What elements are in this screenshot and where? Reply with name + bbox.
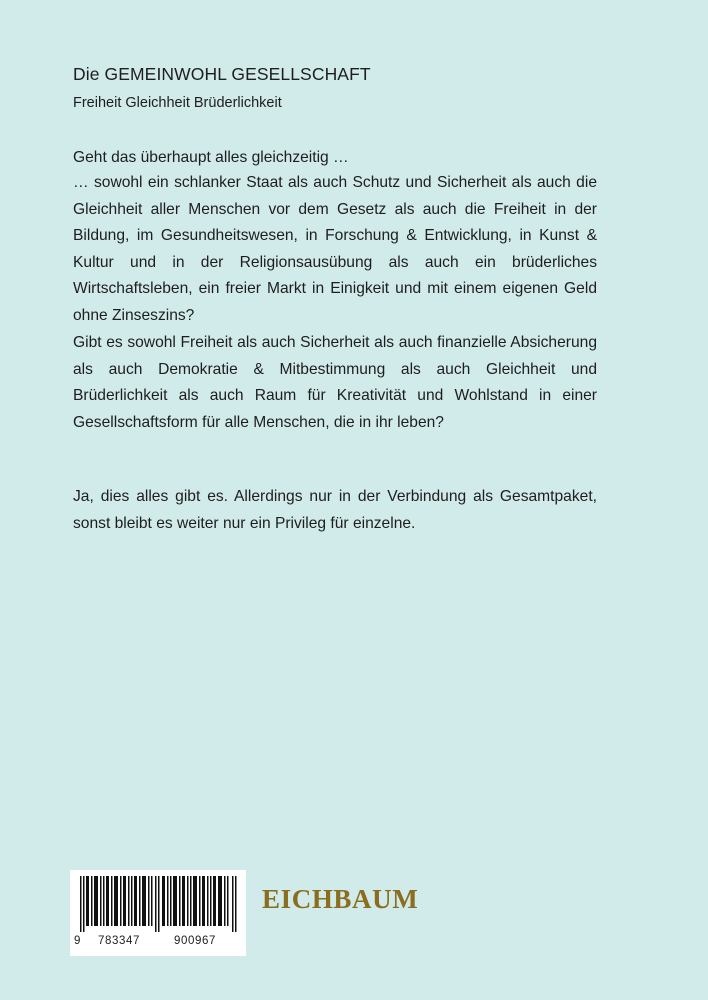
publisher-logo: EICHBAUM [262, 884, 419, 914]
intro-line: Geht das überhaupt alles gleichzeitig … [73, 149, 349, 166]
paragraph-2: Gibt es sowohl Freiheit als auch Sicherheit als auch finanzielle Absicherung als auch Demokratie & Mitbestimmung als auch Gleichheit und Brüderlichkeit als auch Raum für Kreativität und Wohlstand in einer Gesellschaftsform für alle Menschen, die in ihr leben? [73, 334, 597, 431]
isbn-group-1: 783347 [98, 935, 140, 947]
paragraph-1: … sowohl ein schlanker Staat als auch Schutz und Sicherheit als auch die Gleichheit aller Menschen vor dem Gesetz als auch die Freiheit in der Bildung, im Gesundheitswesen, in Forschung & Entwicklung, in Kunst & Kultur und in der Religionsausübung als auch ein brüderliches Wirtschaftsleben, ein freier Markt in Einigkeit und mit einem eigenen Geld ohne Zinseszins? [73, 174, 597, 324]
paragraph-3: Ja, dies alles gibt es. Allerdings nur in der Verbindung als Gesamtpaket, sonst bleibt es weiter nur ein Privileg für einzelne. [73, 488, 597, 532]
book-subtitle: Freiheit Gleichheit Brüderlichkeit [73, 95, 282, 111]
isbn-lead-digit: 9 [74, 935, 81, 947]
isbn-group-2: 900967 [174, 935, 216, 947]
isbn-barcode [70, 870, 246, 956]
book-title: Die GEMEINWOHL GESELLSCHAFT [73, 64, 371, 84]
barcode-bars-icon [80, 876, 240, 932]
